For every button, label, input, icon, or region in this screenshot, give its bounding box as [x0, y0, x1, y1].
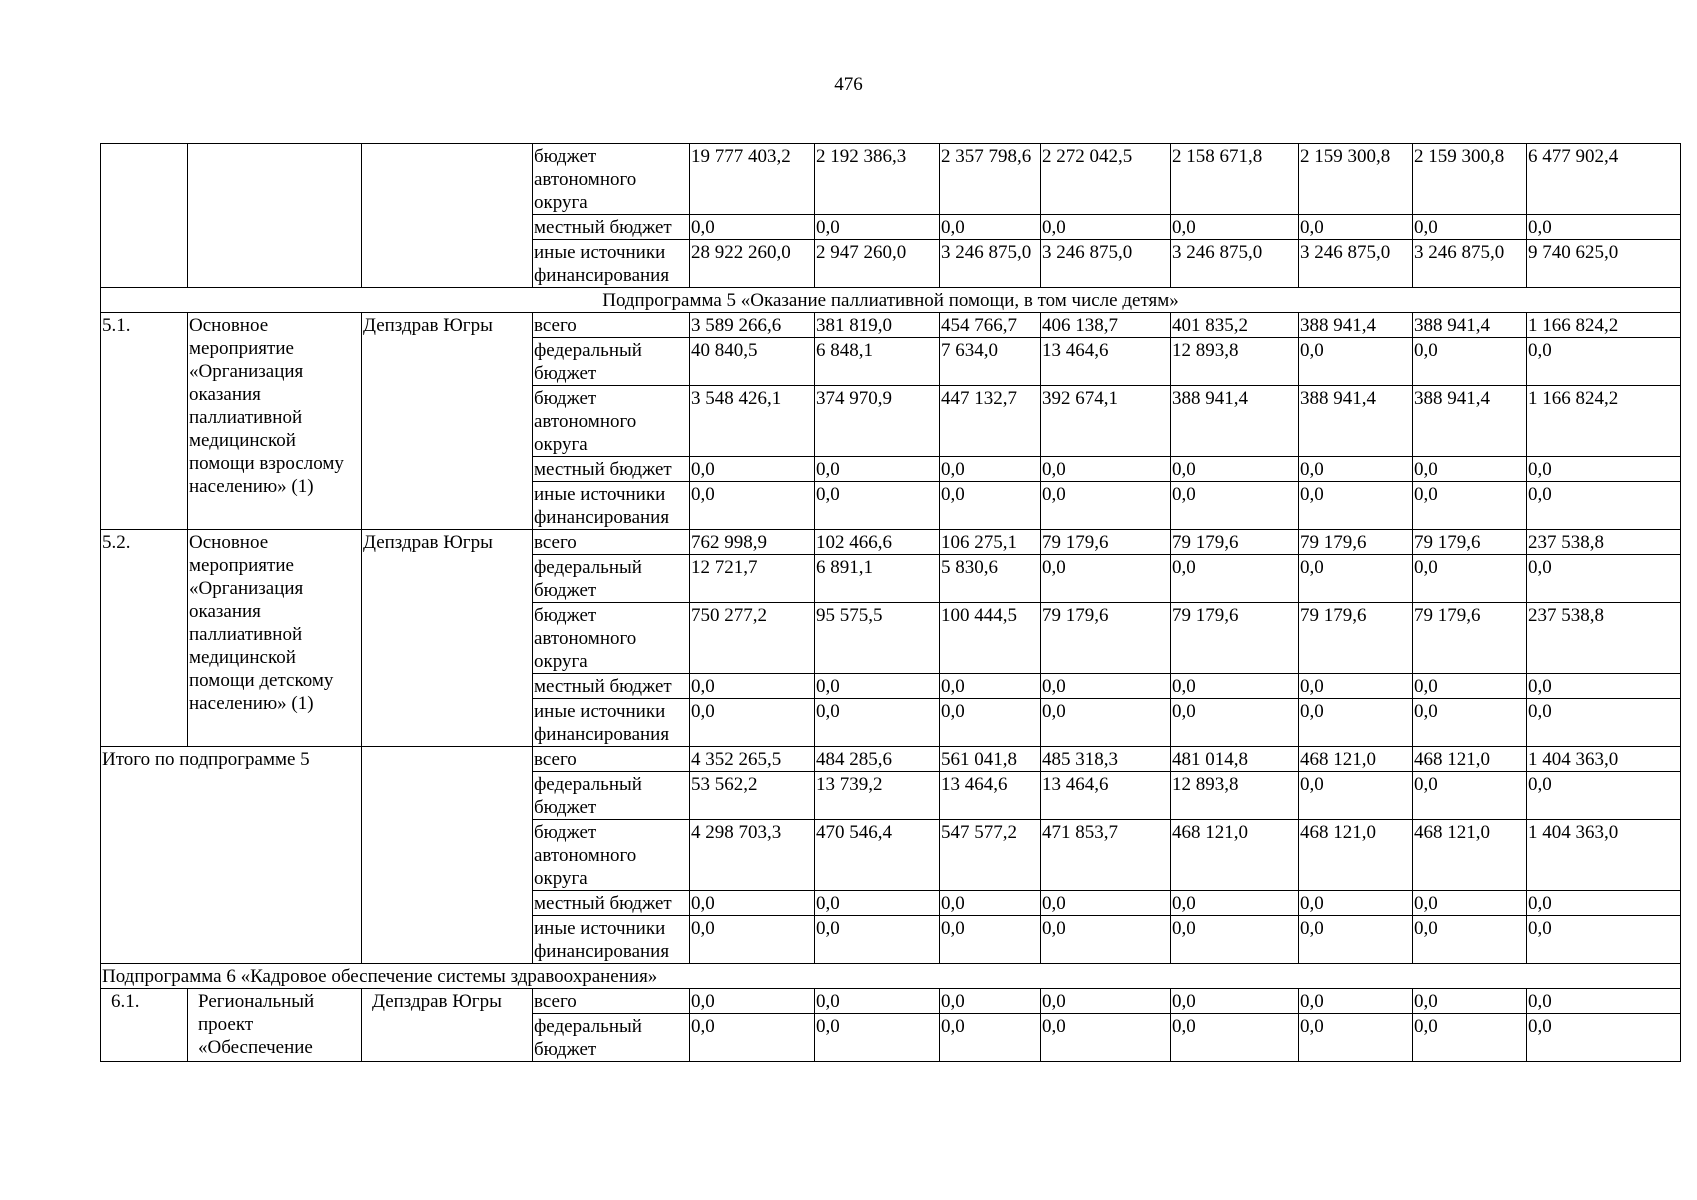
item-name: Основное мероприятие «Организация оказания паллиативной медицинской помощи взрослому населению» (1) [188, 313, 362, 530]
executor-cell [362, 144, 533, 288]
amount-cell: 0,0 [940, 674, 1041, 699]
amount-cell: 2 272 042,5 [1041, 144, 1171, 215]
number-cell [101, 144, 188, 288]
amount-cell: 53 562,2 [690, 772, 815, 820]
amount-cell: 0,0 [1171, 674, 1299, 699]
amount-cell: 12 893,8 [1171, 772, 1299, 820]
amount-cell: 454 766,7 [940, 313, 1041, 338]
amount-cell: 0,0 [815, 674, 940, 699]
amount-cell: 0,0 [1171, 891, 1299, 916]
amount-cell: 5 830,6 [940, 555, 1041, 603]
amount-cell: 13 464,6 [1041, 772, 1171, 820]
amount-cell: 0,0 [1413, 1014, 1527, 1062]
amount-cell: 392 674,1 [1041, 386, 1171, 457]
amount-cell: 79 179,6 [1041, 530, 1171, 555]
source-label: местный бюджет [533, 891, 690, 916]
page-number: 476 [834, 74, 863, 95]
amount-cell: 0,0 [940, 482, 1041, 530]
amount-cell: 0,0 [1413, 674, 1527, 699]
source-label: всего [533, 530, 690, 555]
amount-cell: 0,0 [940, 891, 1041, 916]
amount-cell: 3 589 266,6 [690, 313, 815, 338]
source-label: местный бюджет [533, 215, 690, 240]
amount-cell: 0,0 [1413, 555, 1527, 603]
amount-cell: 0,0 [1527, 555, 1681, 603]
amount-cell: 2 159 300,8 [1413, 144, 1527, 215]
amount-cell: 0,0 [940, 989, 1041, 1014]
item-number: 5.1. [101, 313, 188, 530]
amount-cell: 79 179,6 [1171, 530, 1299, 555]
amount-cell: 0,0 [1041, 457, 1171, 482]
amount-cell: 0,0 [815, 891, 940, 916]
amount-cell: 0,0 [940, 916, 1041, 964]
amount-cell: 468 121,0 [1299, 747, 1413, 772]
amount-cell: 0,0 [1041, 699, 1171, 747]
amount-cell: 0,0 [815, 916, 940, 964]
amount-cell: 3 548 426,1 [690, 386, 815, 457]
amount-cell: 0,0 [1171, 989, 1299, 1014]
amount-cell: 0,0 [1413, 338, 1527, 386]
amount-cell: 0,0 [1413, 457, 1527, 482]
amount-cell: 484 285,6 [815, 747, 940, 772]
amount-cell: 100 444,5 [940, 603, 1041, 674]
section-title: Подпрограмма 5 «Оказание паллиативной помощи, в том числе детям» [101, 288, 1681, 313]
amount-cell: 3 246 875,0 [940, 240, 1041, 288]
amount-cell: 7 634,0 [940, 338, 1041, 386]
source-label: бюджет автономного округа [533, 820, 690, 891]
amount-cell: 481 014,8 [1171, 747, 1299, 772]
amount-cell: 468 121,0 [1413, 747, 1527, 772]
amount-cell: 237 538,8 [1527, 530, 1681, 555]
amount-cell: 0,0 [1527, 989, 1681, 1014]
source-label: бюджет автономного округа [533, 144, 690, 215]
source-label: всего [533, 989, 690, 1014]
amount-cell: 0,0 [1041, 891, 1171, 916]
amount-cell: 470 546,4 [815, 820, 940, 891]
amount-cell: 388 941,4 [1413, 313, 1527, 338]
amount-cell: 0,0 [1041, 555, 1171, 603]
table-row [101, 530, 1681, 555]
amount-cell: 2 947 260,0 [815, 240, 940, 288]
executor-cell [362, 747, 533, 964]
amount-cell: 0,0 [1527, 674, 1681, 699]
amount-cell: 0,0 [1527, 699, 1681, 747]
amount-cell: 237 538,8 [1527, 603, 1681, 674]
amount-cell: 79 179,6 [1041, 603, 1171, 674]
amount-cell: 0,0 [815, 457, 940, 482]
amount-cell: 3 246 875,0 [1413, 240, 1527, 288]
item-executor: Депздрав Югры [362, 313, 533, 530]
amount-cell: 0,0 [1041, 215, 1171, 240]
amount-cell: 406 138,7 [1041, 313, 1171, 338]
amount-cell: 0,0 [1527, 916, 1681, 964]
amount-cell: 0,0 [1299, 916, 1413, 964]
amount-cell: 6 848,1 [815, 338, 940, 386]
amount-cell: 0,0 [1299, 699, 1413, 747]
amount-cell: 0,0 [690, 674, 815, 699]
amount-cell: 3 246 875,0 [1041, 240, 1171, 288]
section-header-row [101, 964, 1681, 989]
amount-cell: 3 246 875,0 [1171, 240, 1299, 288]
source-label: местный бюджет [533, 674, 690, 699]
amount-cell: 12 721,7 [690, 555, 815, 603]
amount-cell: 1 166 824,2 [1527, 313, 1681, 338]
amount-cell: 40 840,5 [690, 338, 815, 386]
amount-cell: 547 577,2 [940, 820, 1041, 891]
amount-cell: 0,0 [1413, 699, 1527, 747]
amount-cell: 102 466,6 [815, 530, 940, 555]
source-label: местный бюджет [533, 457, 690, 482]
amount-cell: 468 121,0 [1299, 820, 1413, 891]
amount-cell: 0,0 [1171, 916, 1299, 964]
amount-cell: 0,0 [690, 916, 815, 964]
amount-cell: 19 777 403,2 [690, 144, 815, 215]
amount-cell: 1 404 363,0 [1527, 820, 1681, 891]
amount-cell: 0,0 [1041, 1014, 1171, 1062]
amount-cell: 2 192 386,3 [815, 144, 940, 215]
amount-cell: 2 357 798,6 [940, 144, 1041, 215]
source-label: федеральный бюджет [533, 338, 690, 386]
amount-cell: 0,0 [815, 1014, 940, 1062]
amount-cell: 0,0 [690, 699, 815, 747]
amount-cell: 0,0 [1527, 1014, 1681, 1062]
amount-cell: 0,0 [1171, 482, 1299, 530]
source-label: бюджет автономного округа [533, 603, 690, 674]
item-name: Основное мероприятие «Организация оказания паллиативной медицинской помощи детскому населению» (1) [188, 530, 362, 747]
source-label: федеральный бюджет [533, 1014, 690, 1062]
amount-cell: 1 166 824,2 [1527, 386, 1681, 457]
amount-cell: 95 575,5 [815, 603, 940, 674]
amount-cell: 0,0 [690, 215, 815, 240]
amount-cell: 0,0 [1299, 891, 1413, 916]
amount-cell: 0,0 [1413, 916, 1527, 964]
item-number: 5.2. [101, 530, 188, 747]
amount-cell: 0,0 [1041, 916, 1171, 964]
amount-cell: 0,0 [1299, 482, 1413, 530]
amount-cell: 374 970,9 [815, 386, 940, 457]
amount-cell: 2 159 300,8 [1299, 144, 1413, 215]
amount-cell: 388 941,4 [1171, 386, 1299, 457]
amount-cell: 0,0 [1171, 215, 1299, 240]
amount-cell: 0,0 [1299, 555, 1413, 603]
amount-cell: 762 998,9 [690, 530, 815, 555]
amount-cell: 0,0 [1527, 772, 1681, 820]
amount-cell: 0,0 [815, 482, 940, 530]
table-row [101, 747, 1681, 772]
amount-cell: 0,0 [1041, 989, 1171, 1014]
amount-cell: 468 121,0 [1171, 820, 1299, 891]
amount-cell: 79 179,6 [1299, 530, 1413, 555]
amount-cell: 471 853,7 [1041, 820, 1171, 891]
amount-cell: 0,0 [1171, 555, 1299, 603]
amount-cell: 0,0 [1413, 772, 1527, 820]
amount-cell: 0,0 [940, 699, 1041, 747]
amount-cell: 0,0 [690, 891, 815, 916]
amount-cell: 0,0 [815, 989, 940, 1014]
amount-cell: 0,0 [1299, 338, 1413, 386]
amount-cell: 79 179,6 [1299, 603, 1413, 674]
table-row [101, 144, 1681, 215]
amount-cell: 0,0 [940, 457, 1041, 482]
amount-cell: 79 179,6 [1171, 603, 1299, 674]
amount-cell: 468 121,0 [1413, 820, 1527, 891]
amount-cell: 0,0 [1041, 482, 1171, 530]
table-body [101, 144, 1681, 1062]
item-executor: Депздрав Югры [362, 989, 533, 1062]
amount-cell: 381 819,0 [815, 313, 940, 338]
amount-cell: 0,0 [1413, 891, 1527, 916]
amount-cell: 0,0 [815, 699, 940, 747]
source-label: всего [533, 747, 690, 772]
amount-cell: 106 275,1 [940, 530, 1041, 555]
amount-cell: 0,0 [1413, 482, 1527, 530]
source-label: федеральный бюджет [533, 772, 690, 820]
amount-cell: 388 941,4 [1413, 386, 1527, 457]
amount-cell: 0,0 [1171, 699, 1299, 747]
amount-cell: 13 739,2 [815, 772, 940, 820]
table-row [101, 313, 1681, 338]
amount-cell: 28 922 260,0 [690, 240, 815, 288]
amount-cell: 0,0 [1527, 482, 1681, 530]
amount-cell: 561 041,8 [940, 747, 1041, 772]
name-cell [188, 144, 362, 288]
amount-cell: 0,0 [1171, 457, 1299, 482]
amount-cell: 0,0 [1527, 215, 1681, 240]
amount-cell: 0,0 [1413, 215, 1527, 240]
item-name: Региональный проект «Обеспечение [188, 989, 362, 1062]
amount-cell: 0,0 [690, 457, 815, 482]
amount-cell: 0,0 [1527, 338, 1681, 386]
source-label: всего [533, 313, 690, 338]
amount-cell: 0,0 [1299, 989, 1413, 1014]
amount-cell: 6 477 902,4 [1527, 144, 1681, 215]
amount-cell: 1 404 363,0 [1527, 747, 1681, 772]
amount-cell: 13 464,6 [940, 772, 1041, 820]
amount-cell: 79 179,6 [1413, 530, 1527, 555]
source-label: иные источники финансирования [533, 240, 690, 288]
amount-cell: 3 246 875,0 [1299, 240, 1413, 288]
amount-cell: 6 891,1 [815, 555, 940, 603]
amount-cell: 0,0 [1041, 674, 1171, 699]
subtotal-label: Итого по подпрограмме 5 [101, 747, 362, 964]
amount-cell: 0,0 [1299, 674, 1413, 699]
amount-cell: 750 277,2 [690, 603, 815, 674]
amount-cell: 0,0 [1527, 457, 1681, 482]
amount-cell: 388 941,4 [1299, 386, 1413, 457]
amount-cell: 0,0 [1171, 1014, 1299, 1062]
amount-cell: 388 941,4 [1299, 313, 1413, 338]
amount-cell: 13 464,6 [1041, 338, 1171, 386]
table-row [101, 989, 1681, 1014]
source-label: федеральный бюджет [533, 555, 690, 603]
source-label: иные источники финансирования [533, 699, 690, 747]
amount-cell: 0,0 [815, 215, 940, 240]
section-title: Подпрограмма 6 «Кадровое обеспечение системы здравоохранения» [101, 964, 1681, 989]
amount-cell: 0,0 [1527, 891, 1681, 916]
amount-cell: 0,0 [690, 989, 815, 1014]
amount-cell: 4 298 703,3 [690, 820, 815, 891]
item-number: 6.1. [101, 989, 188, 1062]
amount-cell: 0,0 [940, 215, 1041, 240]
source-label: иные источники финансирования [533, 916, 690, 964]
amount-cell: 2 158 671,8 [1171, 144, 1299, 215]
amount-cell: 0,0 [1299, 457, 1413, 482]
amount-cell: 0,0 [1413, 989, 1527, 1014]
amount-cell: 9 740 625,0 [1527, 240, 1681, 288]
amount-cell: 12 893,8 [1171, 338, 1299, 386]
source-label: иные источники финансирования [533, 482, 690, 530]
amount-cell: 0,0 [1299, 1014, 1413, 1062]
financing-table [100, 143, 1681, 1062]
amount-cell: 0,0 [1299, 215, 1413, 240]
section-header-row [101, 288, 1681, 313]
amount-cell: 79 179,6 [1413, 603, 1527, 674]
amount-cell: 0,0 [940, 1014, 1041, 1062]
amount-cell: 401 835,2 [1171, 313, 1299, 338]
amount-cell: 0,0 [1299, 772, 1413, 820]
amount-cell: 0,0 [690, 1014, 815, 1062]
amount-cell: 4 352 265,5 [690, 747, 815, 772]
item-executor: Депздрав Югры [362, 530, 533, 747]
source-label: бюджет автономного округа [533, 386, 690, 457]
amount-cell: 447 132,7 [940, 386, 1041, 457]
amount-cell: 485 318,3 [1041, 747, 1171, 772]
amount-cell: 0,0 [690, 482, 815, 530]
